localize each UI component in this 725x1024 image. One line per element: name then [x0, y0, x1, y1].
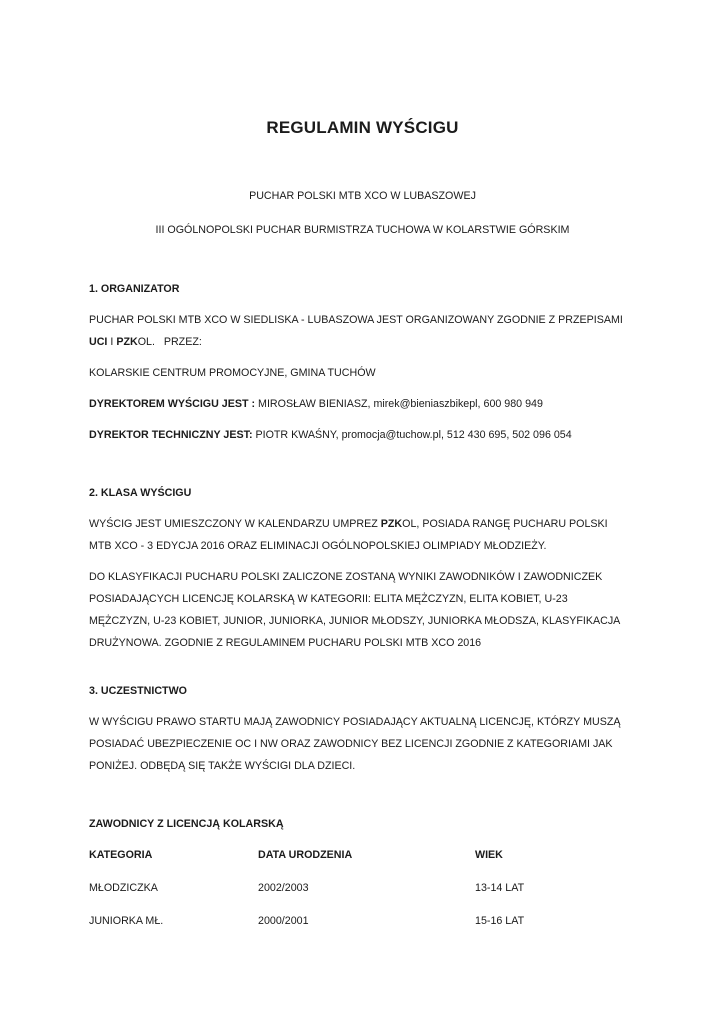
- technical-director-value: PIOTR KWAŚNY, promocja@tuchow.pl, 512 430 695, 502 096 054: [255, 429, 572, 441]
- text-line: [89, 610, 636, 632]
- bold-run-pzk: PZK: [380, 518, 403, 530]
- section-1-heading: 1. ORGANIZATOR: [89, 283, 180, 295]
- race-class-paragraph: [89, 513, 636, 557]
- text-run: DRUŻYNOWA. ZGODNIE Z REGULAMINEM PUCHARU POLSKI MTB XCO 2016: [89, 637, 482, 649]
- section-licensed-riders: [89, 813, 636, 932]
- organizer-name-paragraph: [89, 362, 636, 384]
- text-line: [89, 331, 636, 353]
- table-row: [89, 910, 636, 932]
- column-header-data-urodzenia: DATA URODZENIA: [258, 849, 353, 861]
- cell-age: 15-16 LAT: [475, 915, 525, 927]
- section-klasa-wyscigu: [89, 482, 636, 654]
- cell-birth-years: 2002/2003: [258, 882, 309, 894]
- subtitle-event-edition: III OGÓLNOPOLSKI PUCHAR BURMISTRZA TUCHOWA W KOLARSTWIE GÓRSKIM: [155, 224, 570, 236]
- classification-paragraph: [89, 566, 636, 654]
- race-director-paragraph: [89, 393, 636, 415]
- text-run: OL. PRZEZ:: [137, 336, 202, 348]
- text-line: [89, 566, 636, 588]
- text-run: MĘŻCZYZN, U-23 KOBIET, JUNIOR, JUNIORKA, JUNIOR MŁODSZY, JUNIORKA MŁODSZA, KLASYFIKACJA: [89, 615, 621, 627]
- text-line: [89, 755, 636, 777]
- text-line: [89, 588, 636, 610]
- text-line: [89, 535, 636, 557]
- text-line: [89, 733, 636, 755]
- bold-run-pzk: PZK: [116, 336, 138, 348]
- organizer-paragraph: [89, 309, 636, 353]
- cell-age: 13-14 LAT: [475, 882, 525, 894]
- text-run: PUCHAR POLSKI MTB XCO W SIEDLISKA - LUBASZOWA JEST ORGANIZOWANY ZGODNIE Z PRZEPISAMI: [89, 314, 623, 326]
- section-3-heading: 3. UCZESTNICTWO: [89, 685, 187, 697]
- text-line: [89, 309, 636, 331]
- text-run: WYŚCIG JEST UMIESZCZONY W KALENDARZU UMPREZ: [89, 518, 381, 530]
- cell-category: JUNIORKA MŁ.: [89, 915, 164, 927]
- text-run: POSIADAJĄCYCH LICENCJĘ KOLARSKĄ W KATEGORII: ELITA MĘŻCZYZN, ELITA KOBIET, U-23: [89, 593, 568, 605]
- text-line: [89, 424, 636, 446]
- table-row: [89, 877, 636, 899]
- text-run: DO KLASYFIKACJI PUCHARU POLSKI ZALICZONE ZOSTANĄ WYNIKI ZAWODNIKÓW I ZAWODNICZEK: [89, 571, 603, 583]
- license-table: [89, 844, 636, 932]
- table-header-row: [89, 844, 636, 866]
- text-line: [89, 362, 636, 384]
- technical-director-paragraph: [89, 424, 636, 446]
- licensed-riders-heading: ZAWODNICY Z LICENCJĄ KOLARSKĄ: [89, 818, 284, 830]
- cell-category: MŁODZICZKA: [89, 882, 158, 894]
- document-title: REGULAMIN WYŚCIGU: [266, 118, 459, 137]
- text-line: [89, 513, 636, 535]
- technical-director-label: DYREKTOR TECHNICZNY JEST:: [89, 429, 256, 441]
- race-director-value: MIROSŁAW BIENIASZ, mirek@bieniaszbikepl, 600 980 949: [258, 398, 543, 410]
- column-header-wiek: WIEK: [475, 849, 503, 861]
- text-run: OL, POSIADA RANGĘ PUCHARU POLSKI: [402, 518, 608, 530]
- bold-run-uci: UCI: [89, 336, 108, 348]
- participation-paragraph: [89, 711, 636, 777]
- text-run: I: [107, 336, 117, 348]
- text-run: MTB XCO - 3 EDYCJA 2016 ORAZ ELIMINACJI OGÓLNOPOLSKIEJ OLIMPIADY MŁODZIEŻY.: [89, 540, 547, 552]
- cell-birth-years: 2000/2001: [258, 915, 309, 927]
- section-2-heading: 2. KLASA WYŚCIGU: [89, 487, 192, 499]
- section-organizator: [89, 278, 636, 446]
- text-line: [89, 632, 636, 654]
- text-line: [89, 393, 636, 415]
- section-uczestnictwo: [89, 680, 636, 777]
- column-header-kategoria: KATEGORIA: [89, 849, 153, 861]
- race-director-label: DYREKTOREM WYŚCIGU JEST :: [89, 398, 259, 410]
- subtitle-event-name: PUCHAR POLSKI MTB XCO W LUBASZOWEJ: [249, 190, 476, 202]
- text-run: POSIADAĆ UBEZPIECZENIE OC I NW ORAZ ZAWODNICY BEZ LICENCJI ZGODNIE Z KATEGORIAMI JAK: [89, 738, 613, 750]
- text-run: PONIŻEJ. ODBĘDĄ SIĘ TAKŻE WYŚCIGI DLA DZIECI.: [89, 760, 356, 772]
- text-line: [89, 711, 636, 733]
- text-run: KOLARSKIE CENTRUM PROMOCYJNE, GMINA TUCHÓW: [89, 367, 376, 379]
- text-run: W WYŚCIGU PRAWO STARTU MAJĄ ZAWODNICY POSIADAJĄCY AKTUALNĄ LICENCJĘ, KTÓRZY MUSZĄ: [89, 716, 621, 728]
